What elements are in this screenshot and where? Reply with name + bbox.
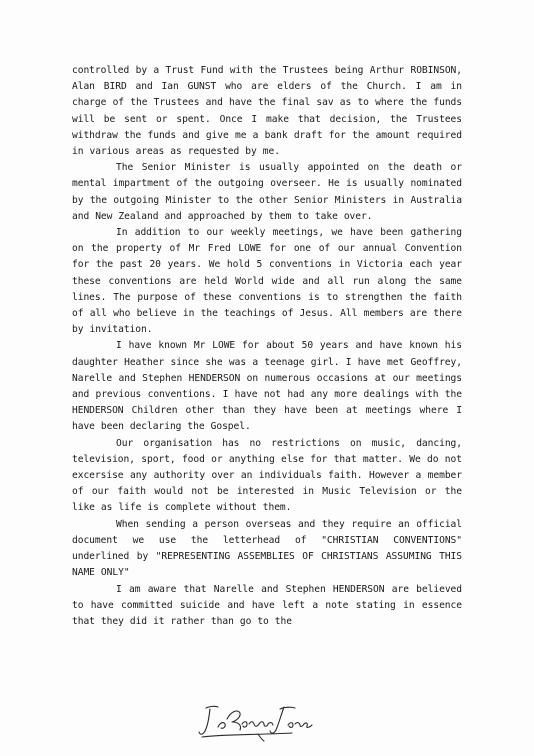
handwritten-signature <box>196 697 316 743</box>
paragraph-no-restrictions: Our organisation has no restrictions on music, dancing, television, sport, food or anything else for that matter. We do not excersise any authority over an individuals faith. However a member of our faith would not be interested in Music Television or the like as life is complete without them. <box>72 437 462 514</box>
document-body <box>72 63 462 630</box>
paragraph-known-lowe: I have known Mr LOWE for about 50 years and have known his daughter Heather since she was a teenage girl. I have met Geoffrey, Narelle and Stephen HENDERSON on numerous occasions at our meetings and previous conventions. I have not had any more dealings with the HENDERSON Children other than they have been at meetings where I have been declaring the Gospel. <box>72 340 462 433</box>
paragraph-henderson-note: I am aware that Narelle and Stephen HENDERSON are believed to have committed suicide and have left a note stating in essence that they did it rather than go to the <box>72 583 462 627</box>
paragraph-conventions: In addition to our weekly meetings, we have been gathering on the property of Mr Fred LOWE for one of our annual Convention for the past 20 years. We hold 5 conventions in Victoria each year these conventions are held World wide and all run along the same lines. The purpose of these conventions is to strengthen the faith of all who believe in the teachings of Jesus. All members are there by invitation. <box>72 227 462 336</box>
paragraph-senior-minister: The Senior Minister is usually appointed on the death or mental impartment of the outgoing overseer. He is usually nominated by the outgoing Minister to the other Senior Ministers in Australia and New Zealand and approached by them to take over. <box>72 162 462 222</box>
paragraph-overseas-letterhead: When sending a person overseas and they require an official document we use the letterhead of "CHRISTIAN CONVENTIONS" underlined by "REPRESENTING ASSEMBLIES OF CHRISTIANS ASSUMING THIS NAME ONLY" <box>72 518 462 579</box>
paragraph-trust-fund: controlled by a Trust Fund with the Trustees being Arthur ROBINSON, Alan BIRD and Ian GUNST who are elders of the Church. I am in charge of the Trustees and have the final sav as to where the funds will be sent or spent. Once I make that decision, the Trustees withdraw the funds and give me a bank draft for the amount required in various areas as requested by me. <box>72 65 462 158</box>
